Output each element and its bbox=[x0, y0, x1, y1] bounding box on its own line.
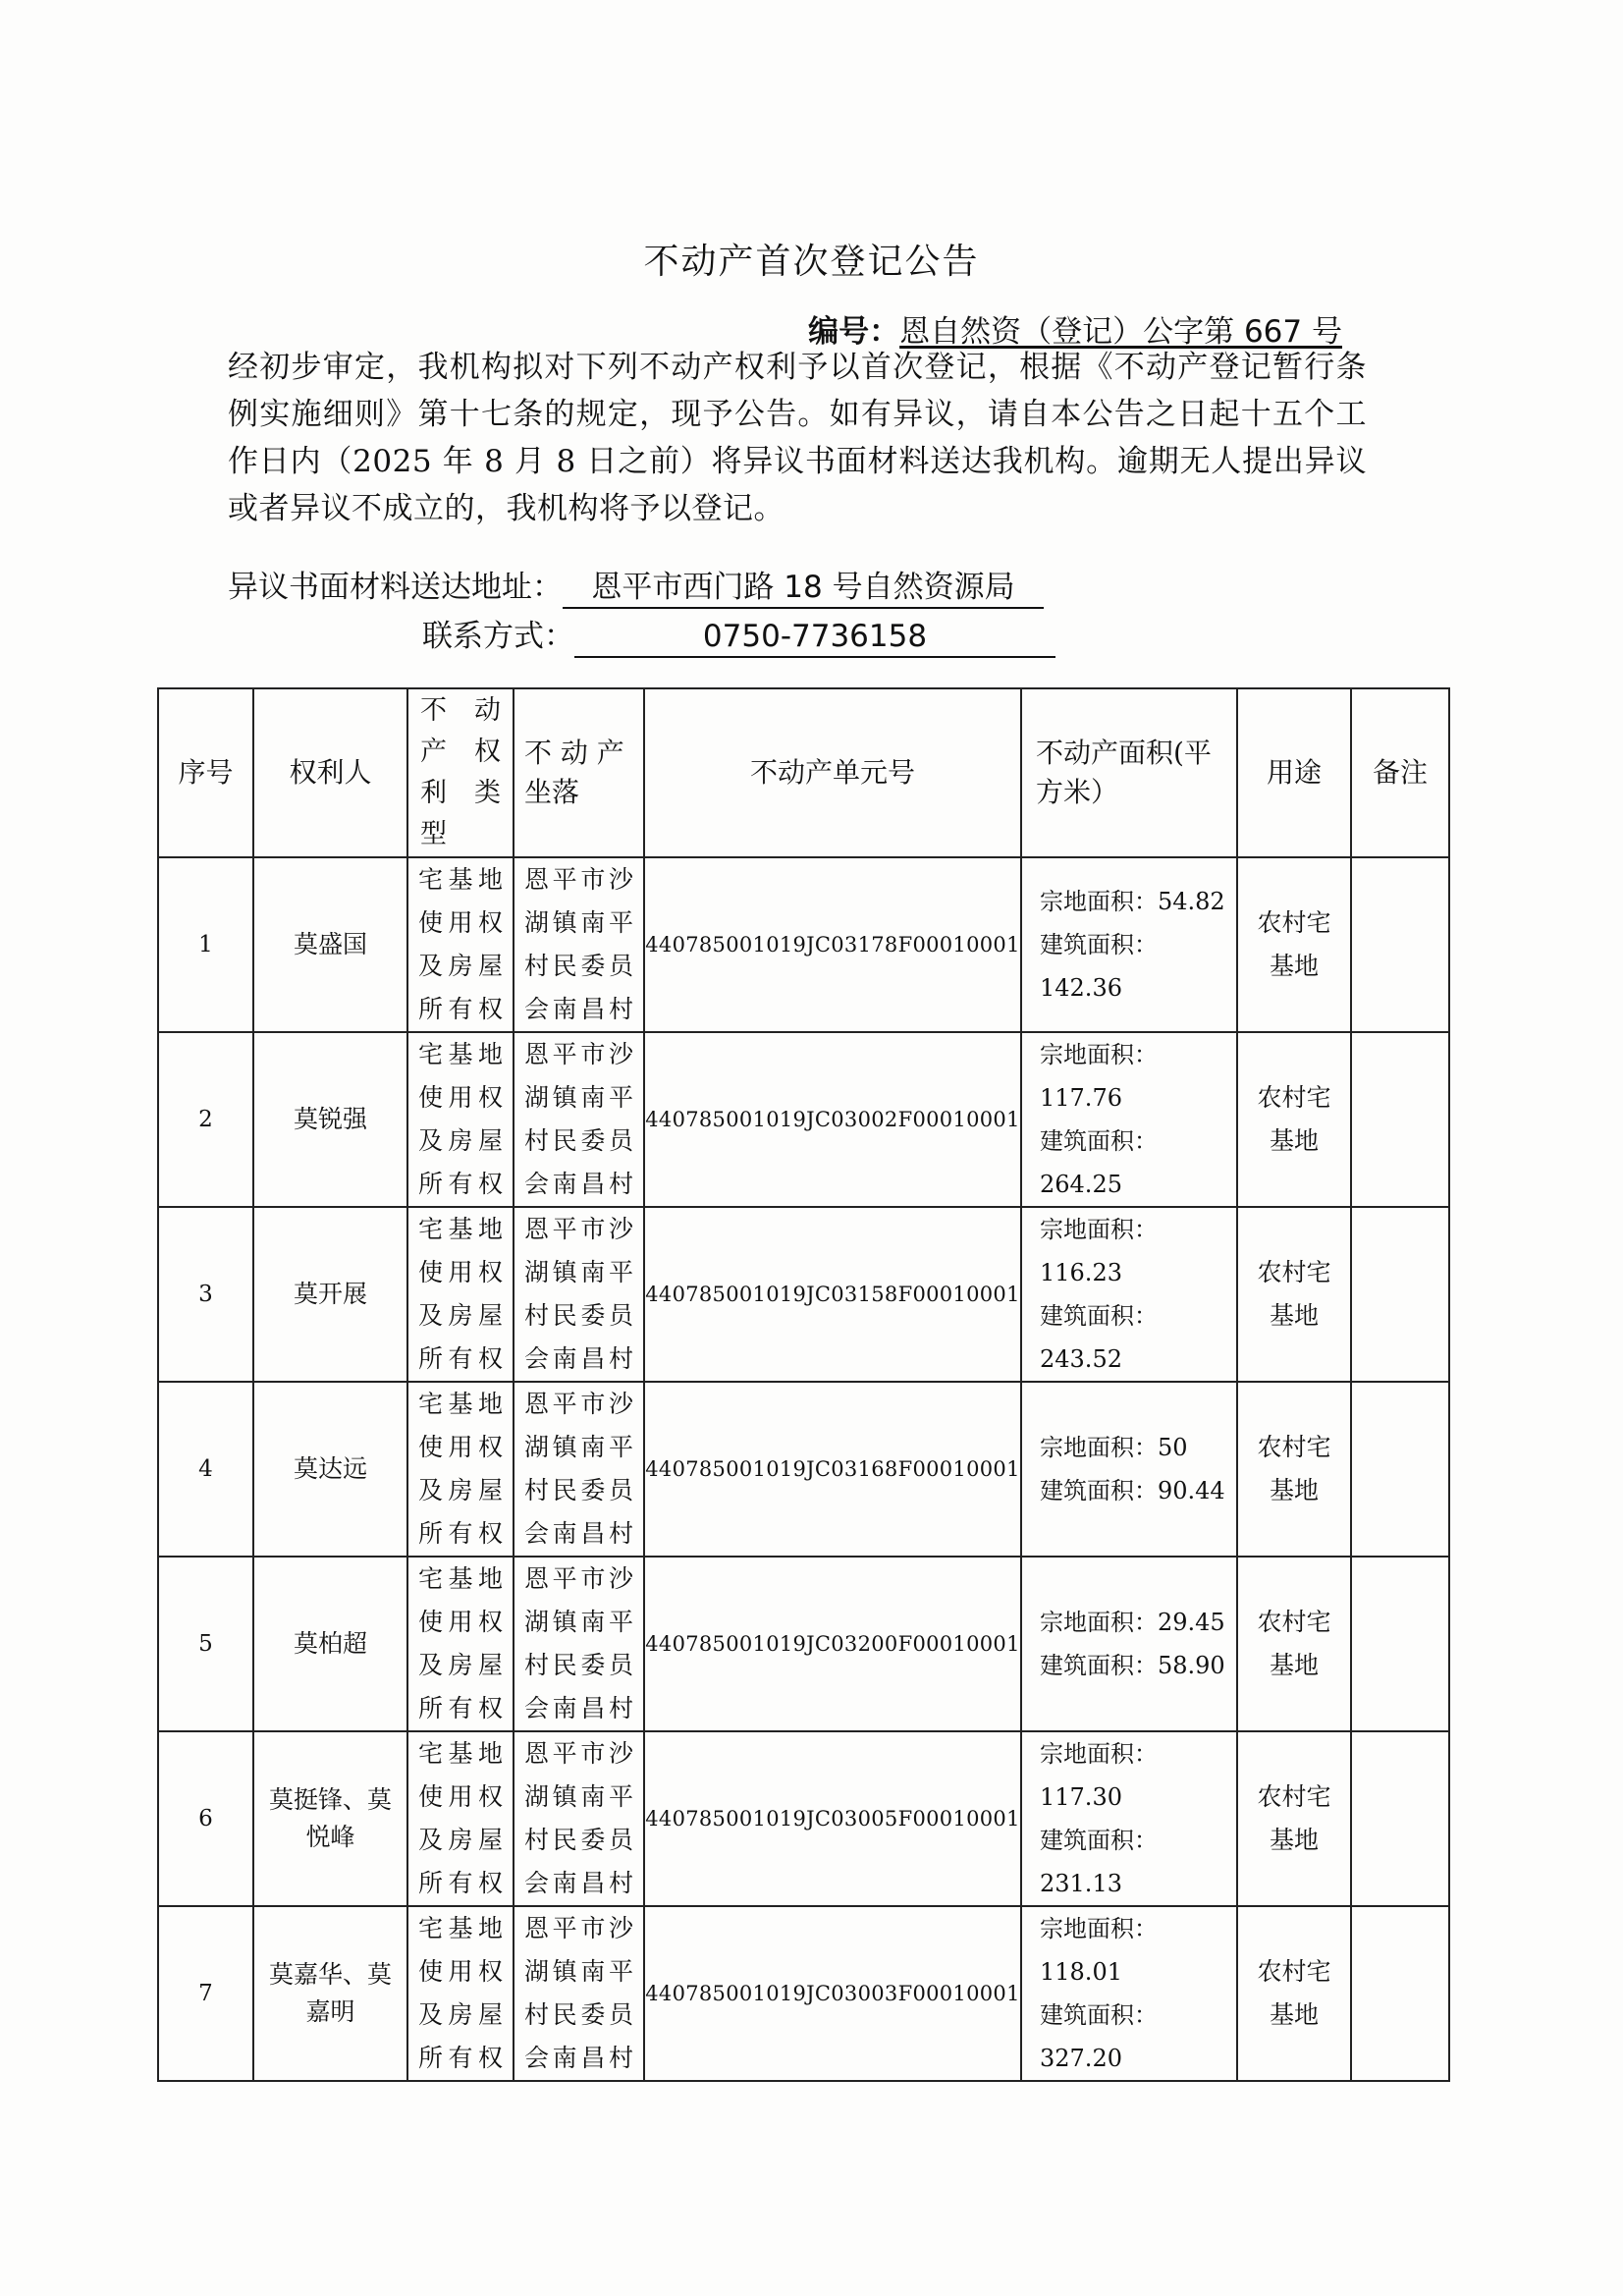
location-line: 湖镇南平 bbox=[524, 1083, 633, 1112]
cell-area bbox=[1021, 1382, 1237, 1557]
cell-usage bbox=[1237, 1032, 1351, 1207]
land-area: 宗地面积：118.01 bbox=[1040, 1915, 1158, 1986]
holder-name: 莫嘉华、莫嘉明 bbox=[268, 1960, 392, 2026]
cell-remark bbox=[1351, 1207, 1449, 1382]
right-type-lines bbox=[408, 1907, 513, 2080]
right-type-line: 宅基地 bbox=[418, 1739, 503, 1768]
cell-usage bbox=[1237, 1906, 1351, 2081]
cell-unit-no bbox=[644, 857, 1021, 1032]
header-location bbox=[514, 688, 644, 857]
location-lines bbox=[514, 1558, 643, 1730]
cell-unit-no bbox=[644, 1906, 1021, 2081]
right-type-line: 所有权 bbox=[418, 2044, 503, 2072]
location-line: 村民委员 bbox=[524, 1826, 633, 1854]
right-type-line: 所有权 bbox=[418, 1869, 503, 1897]
location-lines bbox=[514, 858, 643, 1031]
cell-right-type bbox=[407, 1382, 514, 1557]
right-type-lines bbox=[408, 1208, 513, 1381]
cell-usage bbox=[1237, 1382, 1351, 1557]
usage-lines bbox=[1238, 1251, 1350, 1338]
cell-seq: 4 bbox=[158, 1382, 253, 1557]
area-values bbox=[1022, 1033, 1236, 1206]
right-type-line: 及房屋 bbox=[418, 1126, 503, 1155]
table-row bbox=[158, 1382, 1449, 1557]
holder-name: 莫开展 bbox=[293, 1280, 367, 1308]
right-type-line: 及房屋 bbox=[418, 1476, 503, 1504]
unit-number: 440785001019JC03005F00010001 bbox=[645, 1807, 1020, 1831]
usage-lines bbox=[1238, 1076, 1350, 1163]
building-area: 建筑面积：243.52 bbox=[1040, 1302, 1158, 1373]
right-type-line: 使用权 bbox=[418, 1782, 503, 1811]
cell-right-type bbox=[407, 1207, 514, 1382]
right-type-line: 及房屋 bbox=[418, 1826, 503, 1854]
header-remark: 备注 bbox=[1351, 688, 1449, 857]
location-line: 会南昌村 bbox=[524, 1869, 633, 1897]
location-line: 恩平市沙 bbox=[524, 1215, 633, 1243]
location-line: 村民委员 bbox=[524, 1301, 633, 1330]
cell-area bbox=[1021, 1557, 1237, 1731]
table-row bbox=[158, 1906, 1449, 2081]
location-line: 村民委员 bbox=[524, 952, 633, 980]
holder-name: 莫锐强 bbox=[293, 1105, 367, 1133]
location-line: 会南昌村 bbox=[524, 1519, 633, 1548]
cell-usage bbox=[1237, 857, 1351, 1032]
right-type-line: 使用权 bbox=[418, 1608, 503, 1636]
cell-area bbox=[1021, 1032, 1237, 1207]
right-type-line: 及房屋 bbox=[418, 1651, 503, 1679]
building-area: 建筑面积：264.25 bbox=[1040, 1127, 1158, 1198]
document-number-value: 恩自然资（登记）公字第 667 号 bbox=[899, 314, 1342, 350]
location-line: 湖镇南平 bbox=[524, 1608, 633, 1636]
location-lines bbox=[514, 1907, 643, 2080]
right-type-line: 所有权 bbox=[418, 1694, 503, 1722]
contact-value: 0750-7736158 bbox=[574, 617, 1055, 658]
header-type-line: 产 权 bbox=[420, 737, 501, 767]
location-lines bbox=[514, 1208, 643, 1381]
header-location-line: 不 动 产 bbox=[524, 737, 624, 769]
location-line: 会南昌村 bbox=[524, 1344, 633, 1373]
building-area: 建筑面积：327.20 bbox=[1040, 2001, 1158, 2072]
table-row bbox=[158, 1207, 1449, 1382]
usage-line: 基地 bbox=[1269, 1301, 1319, 1330]
cell-holder bbox=[253, 1731, 407, 1906]
cell-holder bbox=[253, 1557, 407, 1731]
cell-unit-no bbox=[644, 1382, 1021, 1557]
usage-line: 农村宅 bbox=[1257, 1957, 1331, 1986]
land-area: 宗地面积：50 bbox=[1040, 1434, 1188, 1461]
cell-seq: 1 bbox=[158, 857, 253, 1032]
cell-area bbox=[1021, 1906, 1237, 2081]
objection-address-line bbox=[228, 562, 1044, 609]
location-line: 恩平市沙 bbox=[524, 1739, 633, 1768]
cell-location bbox=[514, 1032, 644, 1207]
right-type-line: 及房屋 bbox=[418, 1301, 503, 1330]
cell-holder bbox=[253, 857, 407, 1032]
location-line: 湖镇南平 bbox=[524, 1433, 633, 1461]
table-row bbox=[158, 1557, 1449, 1731]
location-line: 湖镇南平 bbox=[524, 1782, 633, 1811]
location-line: 湖镇南平 bbox=[524, 1258, 633, 1286]
cell-usage bbox=[1237, 1731, 1351, 1906]
area-values bbox=[1022, 1907, 1236, 2080]
registration-table bbox=[157, 687, 1450, 2082]
cell-location bbox=[514, 1382, 644, 1557]
cell-holder bbox=[253, 1382, 407, 1557]
table-row bbox=[158, 1731, 1449, 1906]
cell-location bbox=[514, 1906, 644, 2081]
header-area-line: 方米） bbox=[1036, 776, 1119, 808]
usage-lines bbox=[1238, 1950, 1350, 2037]
location-line: 会南昌村 bbox=[524, 995, 633, 1023]
land-area: 宗地面积：116.23 bbox=[1040, 1216, 1158, 1286]
location-line: 会南昌村 bbox=[524, 1170, 633, 1198]
cell-right-type bbox=[407, 1906, 514, 2081]
cell-seq: 5 bbox=[158, 1557, 253, 1731]
header-seq: 序号 bbox=[158, 688, 253, 857]
right-type-lines bbox=[408, 1558, 513, 1730]
table-header-row bbox=[158, 688, 1449, 857]
cell-remark bbox=[1351, 1382, 1449, 1557]
location-lines bbox=[514, 1383, 643, 1556]
cell-usage bbox=[1237, 1207, 1351, 1382]
right-type-line: 使用权 bbox=[418, 1957, 503, 1986]
right-type-line: 宅基地 bbox=[418, 1040, 503, 1068]
header-area bbox=[1021, 688, 1237, 857]
location-line: 会南昌村 bbox=[524, 2044, 633, 2072]
usage-line: 基地 bbox=[1269, 1651, 1319, 1679]
intro-paragraph: 经初步审定，我机构拟对下列不动产权利予以首次登记，根据《不动产登记暂行条例实施细则》第十七条的规定，现予公告。如有异议，请自本公告之日起十五个工作日内（2025 年 8 月 8 日之前）将异议书面材料送达我机构。逾期无人提出异议或者异议不成立的，我机构将予以登记。 bbox=[228, 350, 1367, 526]
location-line: 村民委员 bbox=[524, 1476, 633, 1504]
cell-area bbox=[1021, 857, 1237, 1032]
header-type-line: 不 动 bbox=[420, 695, 501, 726]
usage-line: 基地 bbox=[1269, 1476, 1319, 1504]
location-line: 村民委员 bbox=[524, 2000, 633, 2029]
header-usage: 用途 bbox=[1237, 688, 1351, 857]
usage-line: 农村宅 bbox=[1257, 1782, 1331, 1811]
right-type-line: 所有权 bbox=[418, 1344, 503, 1373]
right-type-line: 所有权 bbox=[418, 1170, 503, 1198]
cell-location bbox=[514, 857, 644, 1032]
right-type-line: 及房屋 bbox=[418, 952, 503, 980]
usage-line: 基地 bbox=[1269, 1126, 1319, 1155]
usage-lines bbox=[1238, 1776, 1350, 1862]
location-line: 湖镇南平 bbox=[524, 908, 633, 937]
usage-line: 基地 bbox=[1269, 1826, 1319, 1854]
right-type-line: 所有权 bbox=[418, 995, 503, 1023]
location-line: 恩平市沙 bbox=[524, 1040, 633, 1068]
contact-line bbox=[422, 611, 1055, 658]
header-type-line: 型 bbox=[420, 819, 447, 849]
building-area: 建筑面积：58.90 bbox=[1040, 1652, 1225, 1679]
cell-seq: 6 bbox=[158, 1731, 253, 1906]
land-area: 宗地面积：117.76 bbox=[1040, 1041, 1158, 1112]
cell-holder bbox=[253, 1032, 407, 1207]
header-unit-no: 不动产单元号 bbox=[644, 688, 1021, 857]
usage-lines bbox=[1238, 1426, 1350, 1512]
building-area: 建筑面积：90.44 bbox=[1040, 1477, 1225, 1504]
unit-number: 440785001019JC03158F00010001 bbox=[645, 1283, 1020, 1306]
cell-location bbox=[514, 1557, 644, 1731]
document-number-label: 编号： bbox=[808, 314, 900, 350]
cell-remark bbox=[1351, 1731, 1449, 1906]
location-line: 恩平市沙 bbox=[524, 1914, 633, 1942]
right-type-line: 使用权 bbox=[418, 1258, 503, 1286]
right-type-line: 宅基地 bbox=[418, 1390, 503, 1418]
right-type-line: 所有权 bbox=[418, 1519, 503, 1548]
usage-line: 基地 bbox=[1269, 952, 1319, 980]
building-area: 建筑面积：231.13 bbox=[1040, 1827, 1158, 1897]
location-line: 恩平市沙 bbox=[524, 1564, 633, 1593]
header-type-line: 利 类 bbox=[420, 778, 501, 808]
cell-right-type bbox=[407, 857, 514, 1032]
usage-lines bbox=[1238, 1601, 1350, 1687]
location-lines bbox=[514, 1033, 643, 1206]
right-type-line: 使用权 bbox=[418, 1083, 503, 1112]
cell-seq: 3 bbox=[158, 1207, 253, 1382]
header-holder: 权利人 bbox=[253, 688, 407, 857]
holder-name: 莫挺锋、莫悦峰 bbox=[268, 1785, 392, 1851]
cell-area bbox=[1021, 1731, 1237, 1906]
cell-remark bbox=[1351, 1557, 1449, 1731]
right-type-lines bbox=[408, 1033, 513, 1206]
usage-line: 农村宅 bbox=[1257, 908, 1331, 937]
usage-line: 农村宅 bbox=[1257, 1608, 1331, 1636]
cell-location bbox=[514, 1731, 644, 1906]
right-type-lines bbox=[408, 858, 513, 1031]
land-area: 宗地面积：54.82 bbox=[1040, 888, 1225, 915]
cell-seq: 7 bbox=[158, 1906, 253, 2081]
right-type-line: 宅基地 bbox=[418, 1564, 503, 1593]
location-line: 湖镇南平 bbox=[524, 1957, 633, 1986]
location-line: 村民委员 bbox=[524, 1126, 633, 1155]
cell-seq: 2 bbox=[158, 1032, 253, 1207]
unit-number: 440785001019JC03002F00010001 bbox=[645, 1108, 1020, 1131]
unit-number: 440785001019JC03003F00010001 bbox=[645, 1982, 1020, 2005]
land-area: 宗地面积：117.30 bbox=[1040, 1740, 1158, 1811]
usage-line: 农村宅 bbox=[1257, 1433, 1331, 1461]
right-type-line: 使用权 bbox=[418, 1433, 503, 1461]
location-line: 恩平市沙 bbox=[524, 1390, 633, 1418]
table-row bbox=[158, 857, 1449, 1032]
area-values bbox=[1022, 880, 1236, 1010]
cell-remark bbox=[1351, 1906, 1449, 2081]
area-values bbox=[1022, 1426, 1236, 1512]
table-row bbox=[158, 1032, 1449, 1207]
usage-line: 基地 bbox=[1269, 2000, 1319, 2029]
area-values bbox=[1022, 1601, 1236, 1687]
contact-label: 联系方式： bbox=[422, 619, 574, 654]
usage-lines bbox=[1238, 902, 1350, 988]
area-values bbox=[1022, 1208, 1236, 1381]
right-type-lines bbox=[408, 1732, 513, 1905]
cell-remark bbox=[1351, 857, 1449, 1032]
location-line: 恩平市沙 bbox=[524, 865, 633, 894]
header-area-line: 不动产面积(平 bbox=[1036, 737, 1212, 769]
cell-unit-no bbox=[644, 1557, 1021, 1731]
header-location-line: 坐落 bbox=[524, 776, 580, 808]
cell-remark bbox=[1351, 1032, 1449, 1207]
cell-right-type bbox=[407, 1731, 514, 1906]
usage-line: 农村宅 bbox=[1257, 1258, 1331, 1286]
cell-right-type bbox=[407, 1557, 514, 1731]
right-type-line: 及房屋 bbox=[418, 2000, 503, 2029]
objection-address-label: 异议书面材料送达地址： bbox=[228, 570, 563, 605]
holder-name: 莫盛国 bbox=[293, 930, 367, 958]
location-lines bbox=[514, 1732, 643, 1905]
area-values bbox=[1022, 1732, 1236, 1905]
location-line: 会南昌村 bbox=[524, 1694, 633, 1722]
header-right-type bbox=[407, 688, 514, 857]
cell-holder bbox=[253, 1207, 407, 1382]
right-type-line: 宅基地 bbox=[418, 1914, 503, 1942]
objection-address-value: 恩平市西门路 18 号自然资源局 bbox=[563, 568, 1044, 609]
unit-number: 440785001019JC03178F00010001 bbox=[645, 933, 1020, 957]
building-area: 建筑面积：142.36 bbox=[1040, 931, 1158, 1002]
cell-holder bbox=[253, 1906, 407, 2081]
unit-number: 440785001019JC03200F00010001 bbox=[645, 1632, 1020, 1656]
cell-area bbox=[1021, 1207, 1237, 1382]
right-type-line: 使用权 bbox=[418, 908, 503, 937]
holder-name: 莫达远 bbox=[293, 1454, 367, 1483]
cell-location bbox=[514, 1207, 644, 1382]
holder-name: 莫柏超 bbox=[293, 1629, 367, 1658]
right-type-line: 宅基地 bbox=[418, 1215, 503, 1243]
cell-unit-no bbox=[644, 1207, 1021, 1382]
page-title: 不动产首次登记公告 bbox=[643, 242, 980, 282]
unit-number: 440785001019JC03168F00010001 bbox=[645, 1457, 1020, 1481]
cell-right-type bbox=[407, 1032, 514, 1207]
right-type-lines bbox=[408, 1383, 513, 1556]
usage-line: 农村宅 bbox=[1257, 1083, 1331, 1112]
cell-unit-no bbox=[644, 1731, 1021, 1906]
cell-usage bbox=[1237, 1557, 1351, 1731]
land-area: 宗地面积：29.45 bbox=[1040, 1609, 1225, 1636]
cell-unit-no bbox=[644, 1032, 1021, 1207]
location-line: 村民委员 bbox=[524, 1651, 633, 1679]
right-type-line: 宅基地 bbox=[418, 865, 503, 894]
